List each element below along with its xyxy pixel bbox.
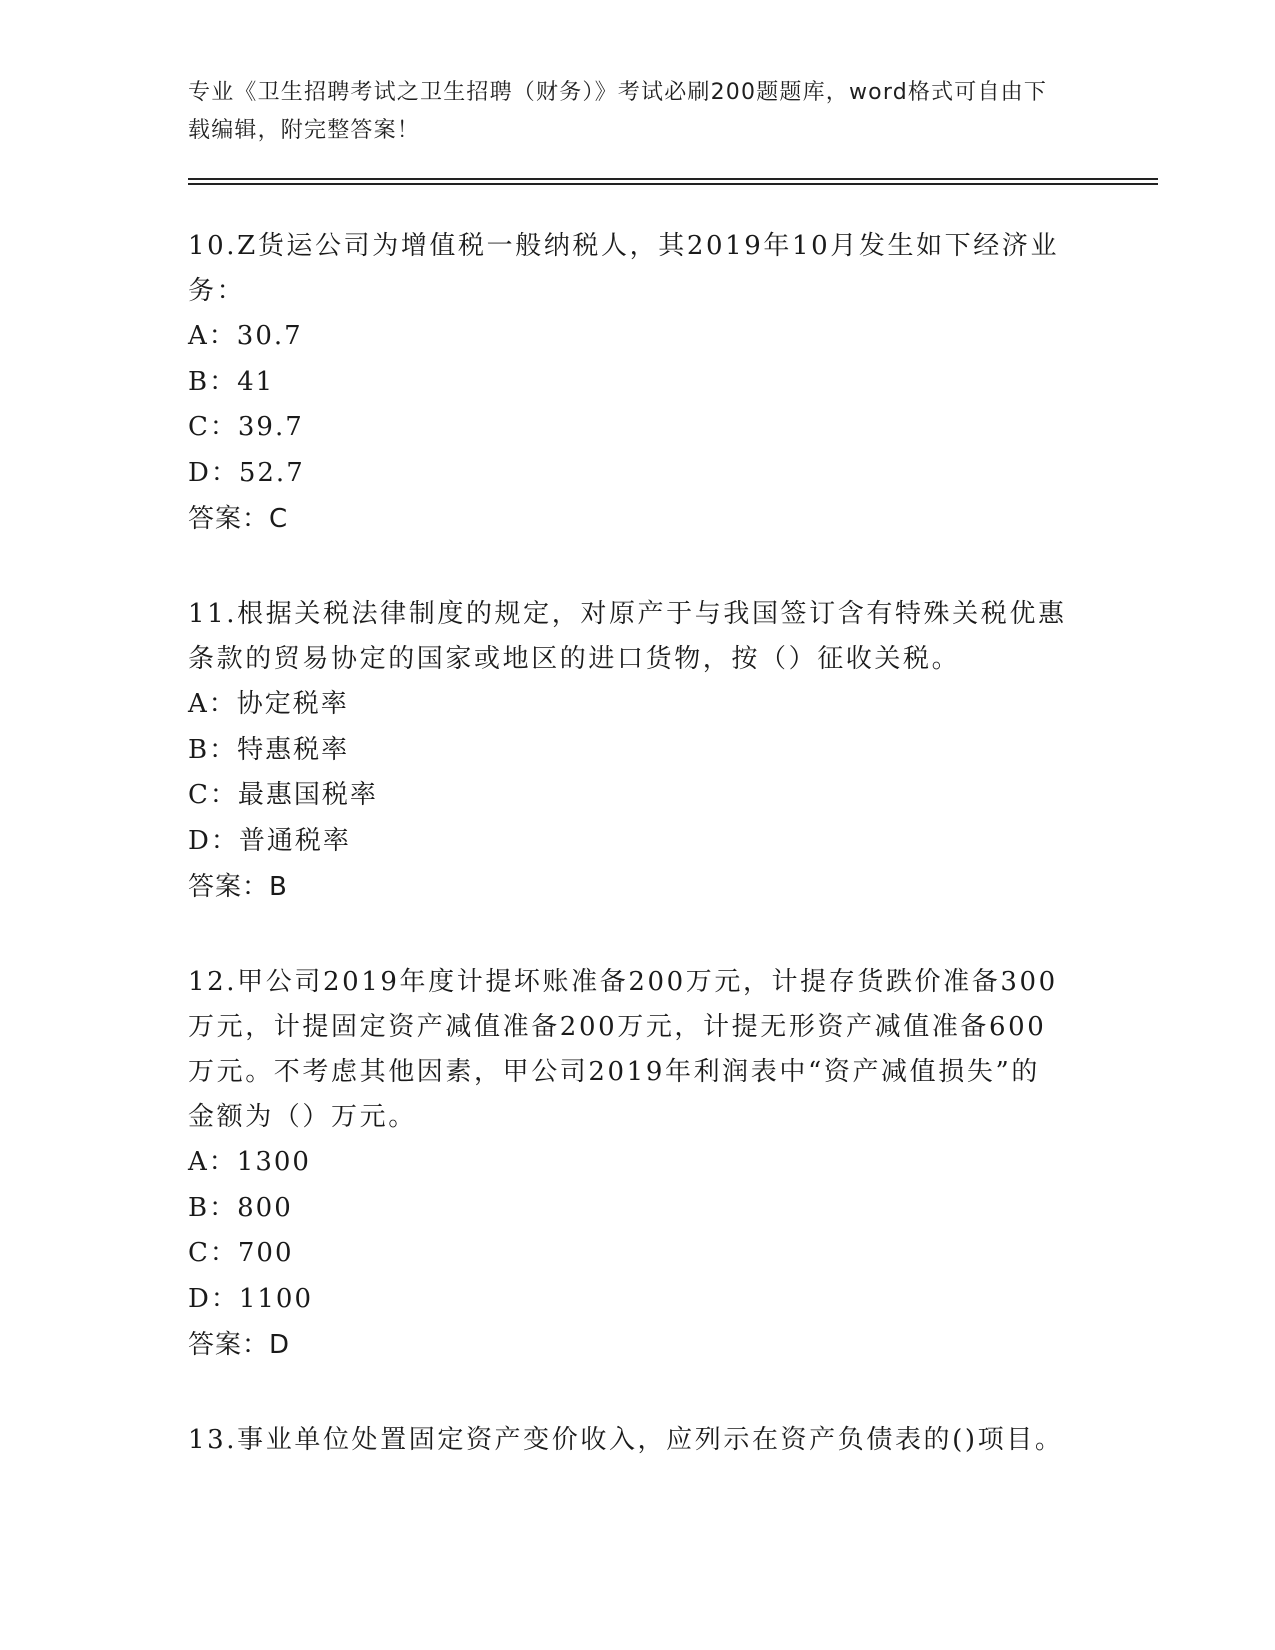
option-c: C：700 bbox=[188, 1238, 294, 1268]
option-a: A：1300 bbox=[188, 1147, 311, 1177]
question-stem: 10.Z货运公司为增值税一般纳税人，其2019年10月发生如下经济业务： bbox=[188, 231, 1060, 306]
question-stem: 12.甲公司2019年度计提坏账准备200万元，计提存货跌价准备300万元，计提固定资产减值准备200万元，计提无形资产减值准备600万元。不考虑其他因素，甲公司2019年利润表中“资产减值损失”的金额为（）万元。 bbox=[188, 967, 1058, 1132]
option-d: D：52.7 bbox=[188, 457, 305, 488]
option-d: D：1100 bbox=[188, 1283, 314, 1314]
question-13 bbox=[188, 1418, 1068, 1463]
question-11 bbox=[188, 592, 1068, 910]
question-stem: 13.事业单位处置固定资产变价收入，应列示在资产负债表的()项目。 bbox=[188, 1425, 1064, 1455]
option-b: B：特惠税率 bbox=[188, 734, 350, 765]
question-12 bbox=[188, 960, 1068, 1368]
answer: 答案：B bbox=[188, 872, 288, 902]
answer: 答案：D bbox=[188, 1330, 291, 1360]
option-c: C：最惠国税率 bbox=[188, 780, 378, 810]
option-a: A：协定税率 bbox=[188, 689, 349, 719]
question-10 bbox=[188, 224, 1068, 542]
document-header: 专业《卫生招聘考试之卫生招聘（财务）》考试必刷200题题库，word格式可自由下载编辑，附完整答案！ bbox=[188, 80, 1048, 143]
option-a: A：30.7 bbox=[188, 321, 303, 351]
answer: 答案：C bbox=[188, 504, 289, 534]
option-b: B：41 bbox=[188, 366, 275, 397]
header-divider-top bbox=[188, 178, 1158, 180]
option-b: B：800 bbox=[188, 1192, 293, 1223]
option-d: D：普通税率 bbox=[188, 825, 351, 856]
option-c: C：39.7 bbox=[188, 412, 304, 442]
header-divider-bottom bbox=[188, 183, 1158, 185]
question-stem: 11.根据关税法律制度的规定，对原产于与我国签订含有特殊关税优惠条款的贸易协定的国家或地区的进口货物，按（）征收关税。 bbox=[188, 599, 1067, 674]
